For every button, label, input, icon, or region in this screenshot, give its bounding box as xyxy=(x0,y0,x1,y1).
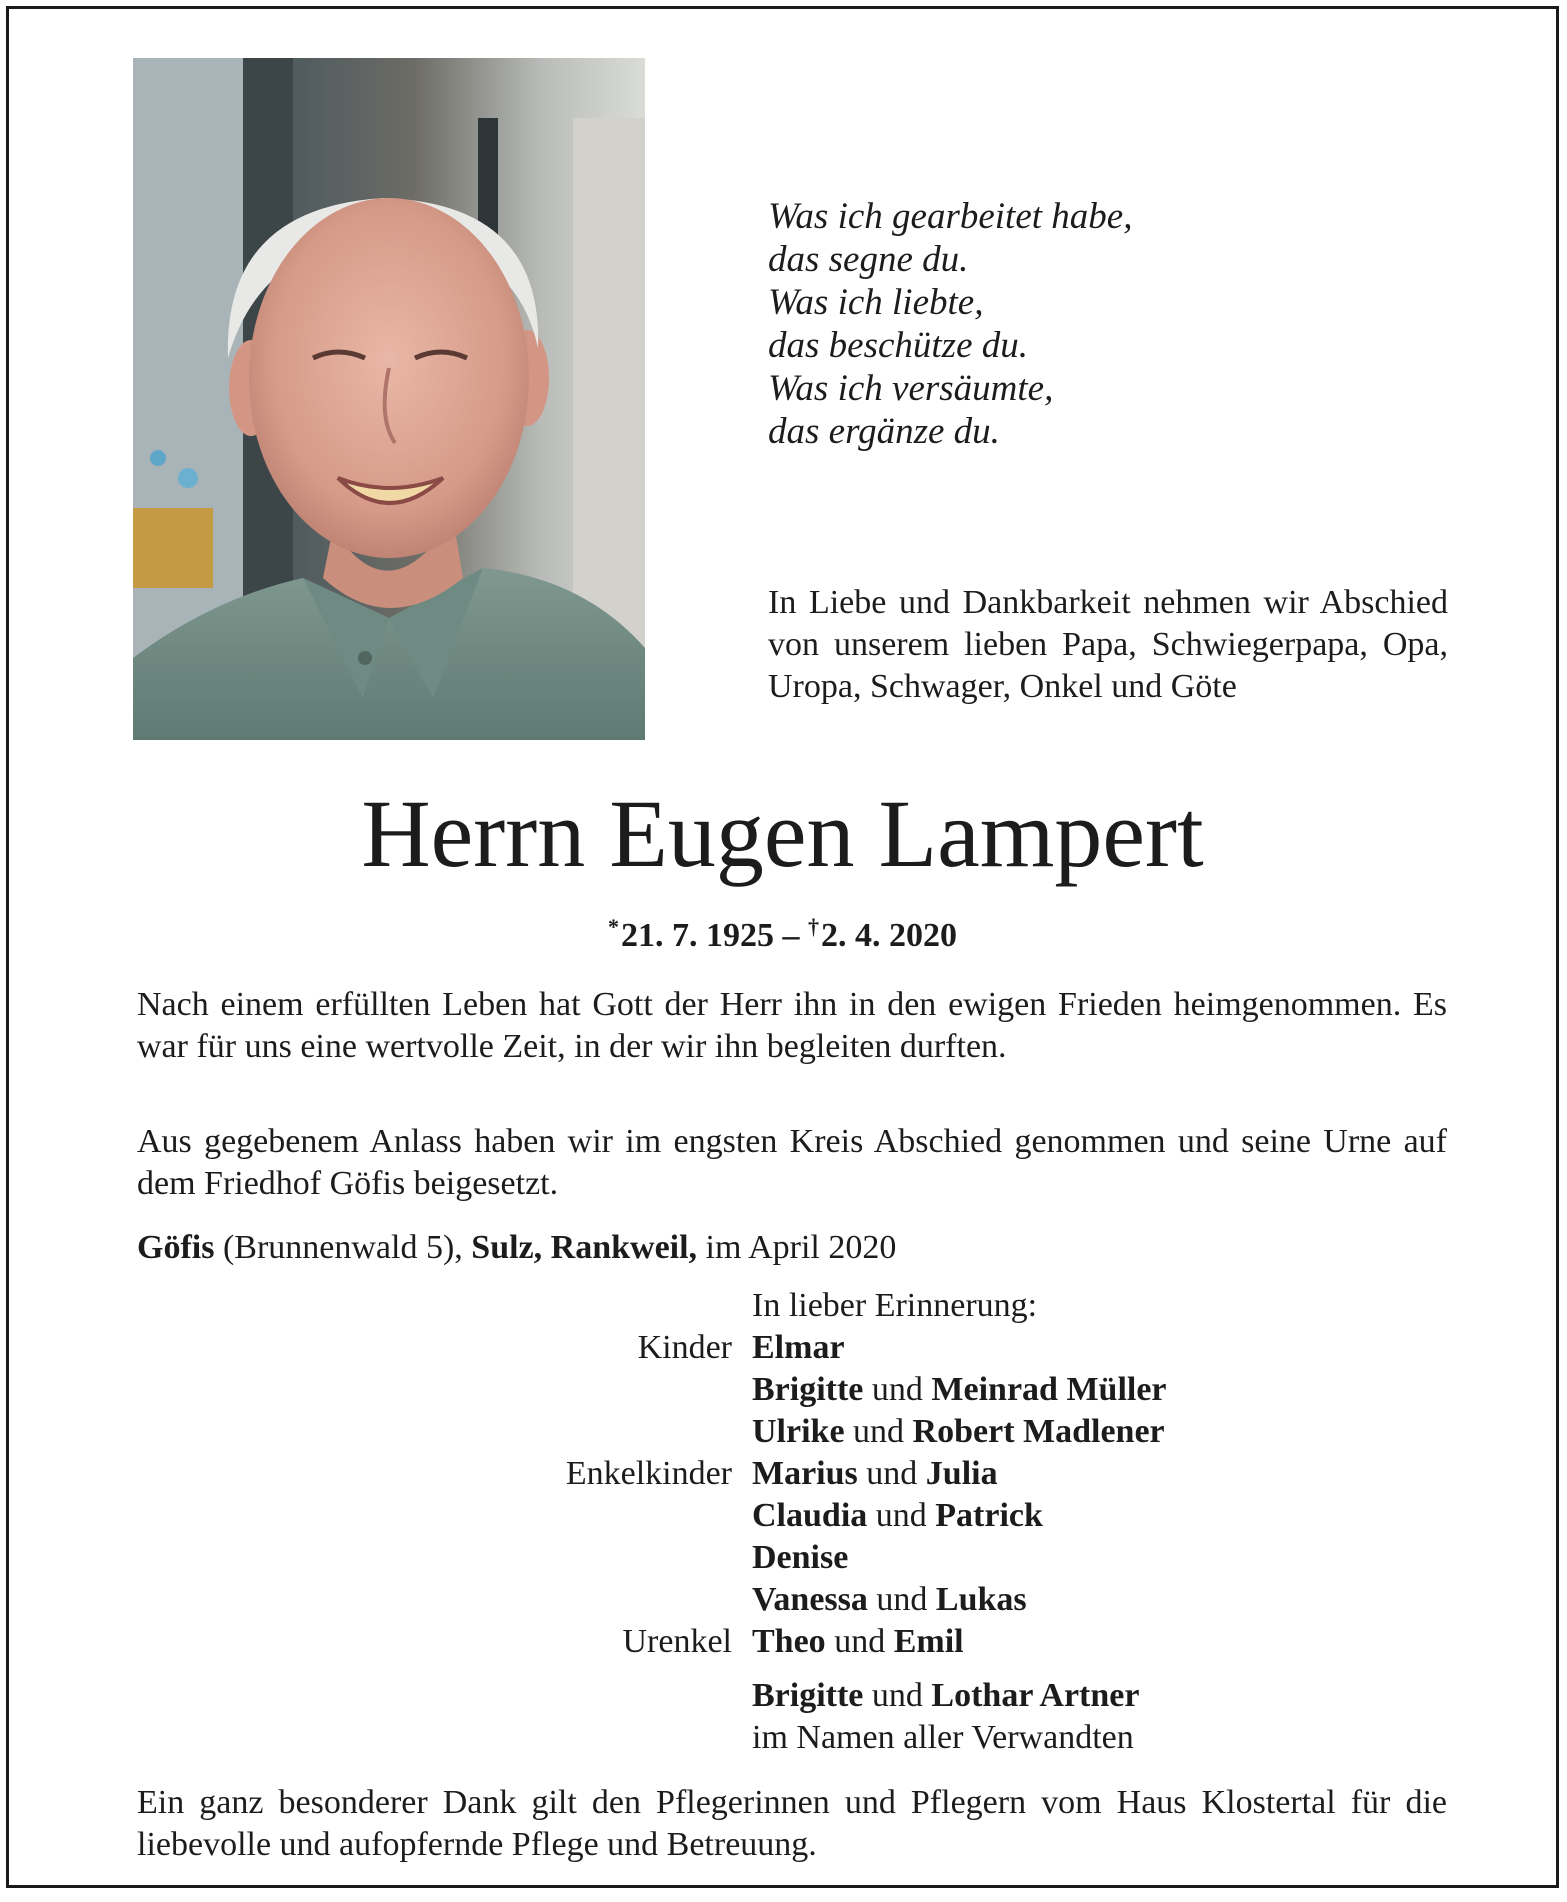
poem xyxy=(768,195,1448,453)
death-date: 2. 4. 2020 xyxy=(821,917,957,954)
family-name: Theo xyxy=(752,1623,826,1660)
place-sulz-rankweil: Sulz, Rankweil, xyxy=(471,1229,698,1266)
list-item xyxy=(137,1717,1447,1759)
deceased-name: Herrn Eugen Lampert xyxy=(361,780,1204,887)
poem-line: Was ich gearbeitet habe, xyxy=(768,196,1133,237)
poem-line: das beschütze du. xyxy=(768,325,1028,366)
conjunction: und xyxy=(825,1623,894,1660)
conjunction: und xyxy=(867,1497,936,1534)
family-name: Denise xyxy=(752,1539,849,1576)
birth-date: 21. 7. 1925 xyxy=(621,917,774,954)
family-name: Robert Madlener xyxy=(912,1413,1165,1450)
list-item xyxy=(137,1327,1447,1369)
address: (Brunnenwald 5), xyxy=(214,1229,472,1266)
conjunction: und xyxy=(867,1581,936,1618)
family-name: Elmar xyxy=(752,1329,845,1366)
list-item xyxy=(137,1495,1447,1537)
memory-heading-row xyxy=(137,1285,1447,1327)
portrait-photo-icon xyxy=(133,58,645,740)
list-item xyxy=(137,1369,1447,1411)
list-item xyxy=(137,1579,1447,1621)
places-and-date xyxy=(137,1227,1447,1269)
role-urenkel: Urenkel xyxy=(622,1623,732,1660)
family-name: Meinrad Müller xyxy=(931,1371,1167,1408)
memory-list xyxy=(137,1285,1447,1759)
list-item xyxy=(137,1411,1447,1453)
relatives-note: im Namen aller Verwandten xyxy=(752,1719,1134,1756)
conjunction: und xyxy=(857,1455,926,1492)
family-name: Julia xyxy=(925,1455,998,1492)
date-separator: – xyxy=(782,917,800,954)
thanks-text: Ein ganz besonderer Dank gilt den Pflegerinnen und Pflegern vom Haus Klostertal für die liebevolle und aufopfernde Pflege und Betreuung. xyxy=(137,1784,1447,1863)
family-name: Patrick xyxy=(935,1497,1043,1534)
conjunction: und xyxy=(844,1413,913,1450)
paragraph-life: Nach einem erfüllten Leben hat Gott der Herr ihn in den ewigen Frieden heimgenommen. Es war für uns eine wertvolle Zeit, in der wir ihn begleiten durften. xyxy=(137,986,1447,1065)
conjunction: und xyxy=(863,1677,932,1714)
portrait-photo xyxy=(133,58,645,740)
family-name: Claudia xyxy=(752,1497,868,1534)
death-symbol: † xyxy=(808,914,819,939)
month-year: im April 2020 xyxy=(697,1229,897,1266)
list-item xyxy=(137,1537,1447,1579)
family-name: Marius xyxy=(752,1455,858,1492)
birth-symbol: * xyxy=(608,914,619,939)
role-kinder: Kinder xyxy=(637,1329,732,1366)
family-name: Lothar Artner xyxy=(931,1677,1140,1714)
family-name: Vanessa xyxy=(752,1581,868,1618)
place-goefis: Göfis xyxy=(137,1229,215,1266)
poem-line: das segne du. xyxy=(768,239,969,280)
poem-line: das ergänze du. xyxy=(768,411,1000,452)
poem-line: Was ich versäumte, xyxy=(768,368,1054,409)
intro-text: In Liebe und Dankbarkeit nehmen wir Abschied von unserem lieben Papa, Schwiegerpapa, Opa, Uropa, Schwager, Onkel und Göte xyxy=(768,584,1448,705)
list-item xyxy=(137,1621,1447,1663)
memory-heading: In lieber Erinnerung: xyxy=(752,1287,1038,1324)
family-name: Ulrike xyxy=(752,1413,845,1450)
life-dates xyxy=(9,907,1556,956)
family-name: Lukas xyxy=(935,1581,1027,1618)
list-item xyxy=(137,1453,1447,1495)
role-enkelkinder: Enkelkinder xyxy=(565,1455,732,1492)
family-name: Brigitte xyxy=(752,1371,864,1408)
poem-line: Was ich liebte, xyxy=(768,282,984,323)
list-item xyxy=(137,1675,1447,1717)
paragraph-burial: Aus gegebenem Anlass haben wir im engsten Kreis Abschied genommen und seine Urne auf dem Friedhof Göfis beigesetzt. xyxy=(137,1123,1447,1202)
conjunction: und xyxy=(863,1371,932,1408)
family-name: Brigitte xyxy=(752,1677,864,1714)
family-name: Emil xyxy=(893,1623,964,1660)
obituary-notice xyxy=(6,6,1559,1888)
